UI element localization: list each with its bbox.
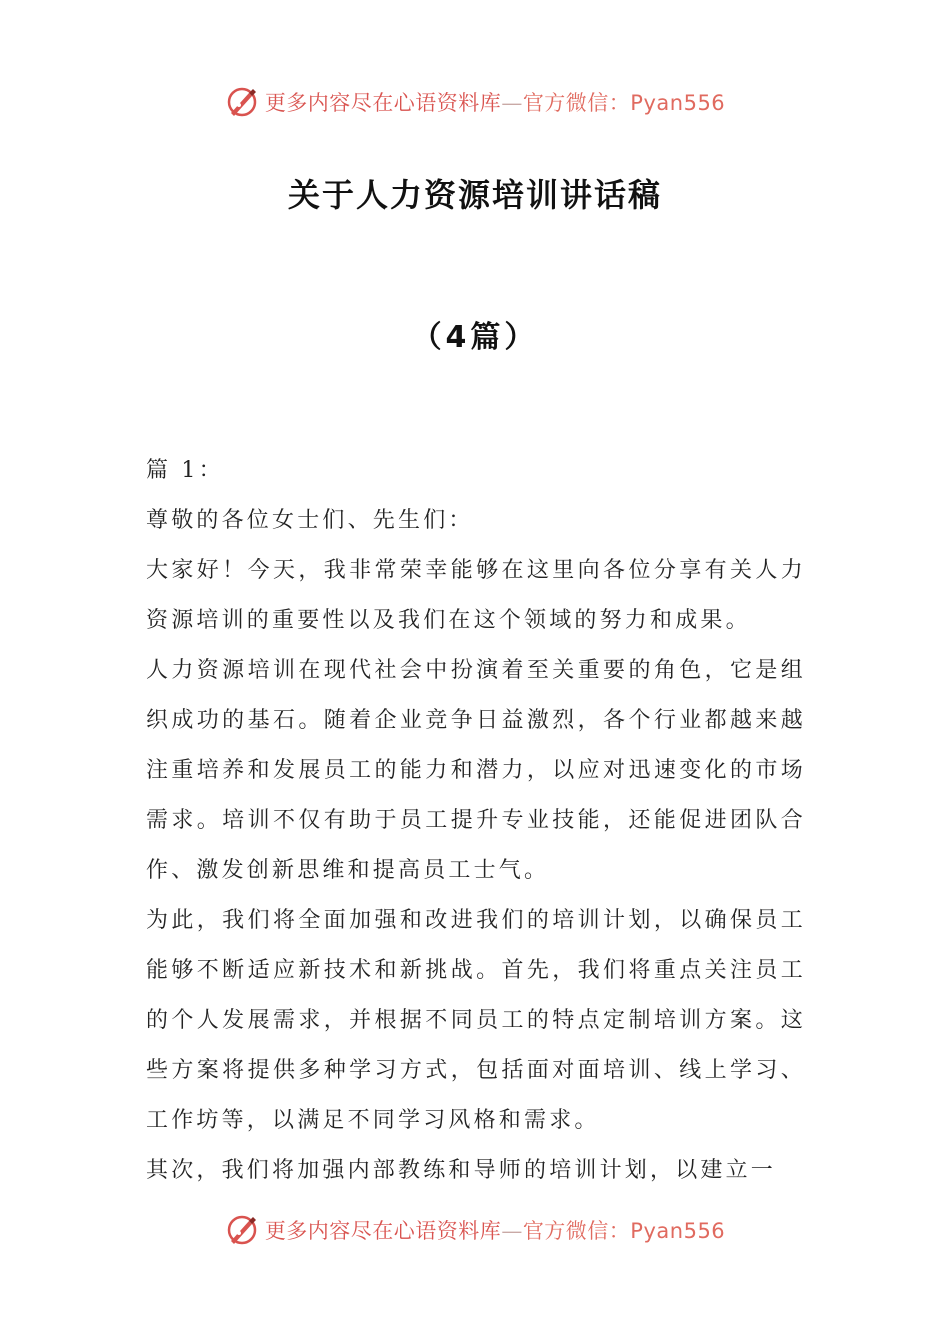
document-title: 关于人力资源培训讲话稿	[287, 176, 662, 214]
footer-watermark-banner	[0, 1210, 950, 1250]
pen-circle-logo-icon	[225, 85, 259, 119]
paragraph: 为此，我们将全面加强和改进我们的培训计划，以确保员工能够不断适应新技术和新挑战。首先，我们将重点关注员工的个人发展需求，并根据不同员工的特点定制培训方案。这些方案将提供多种学习方式，包括面对面培训、线上学习、工作坊等，以满足不同学习风格和需求。	[146, 908, 806, 1133]
pen-circle-logo-icon	[225, 1213, 259, 1247]
paragraph: 其次，我们将加强内部教练和导师的培训计划，以建立一	[146, 1158, 777, 1183]
header-watermark-banner	[0, 82, 950, 122]
paragraph: 人力资源培训在现代社会中扮演着至关重要的角色，它是组织成功的基石。随着企业竞争日益激烈，各个行业都越来越注重培养和发展员工的能力和潜力，以应对迅速变化的市场需求。培训不仅有助于员工提升专业技能，还能促进团队合作、激发创新思维和提高员工士气。	[146, 658, 806, 883]
section-label: 篇 1：	[146, 458, 224, 483]
paragraph: 大家好！今天，我非常荣幸能够在这里向各位分享有关人力资源培训的重要性以及我们在这个领域的努力和成果。	[146, 558, 806, 633]
header-banner-text: 更多内容尽在心语资料库—官方微信：Pyan556	[264, 91, 726, 115]
document-body	[146, 446, 806, 1196]
footer-banner-text: 更多内容尽在心语资料库—官方微信：Pyan556	[264, 1219, 726, 1243]
greeting: 尊敬的各位女士们、先生们：	[146, 508, 474, 533]
document-subtitle: （4篇）	[411, 320, 539, 355]
